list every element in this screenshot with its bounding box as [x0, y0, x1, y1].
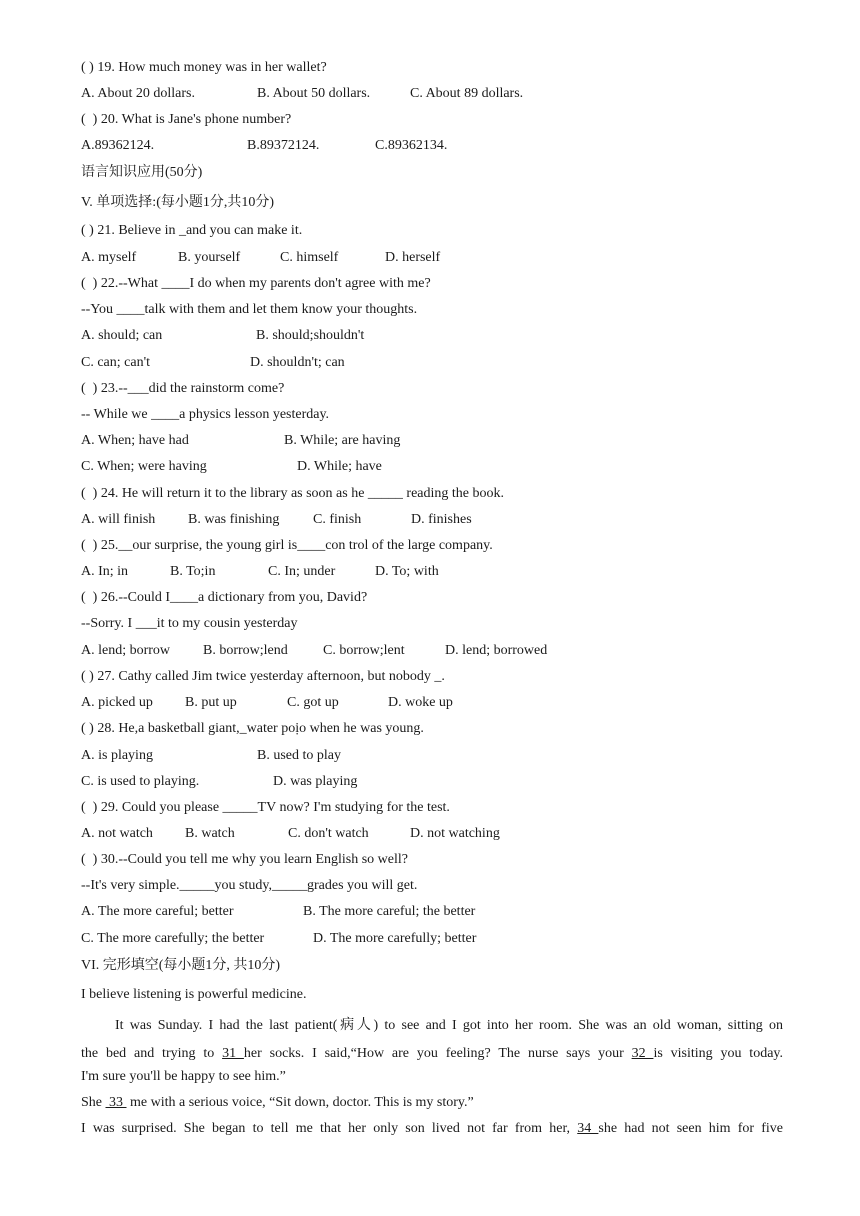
- q26-option-c: C. borrow;lent: [323, 643, 405, 658]
- cloze-text: me with a serious voice, “Sit down, doctor. This is my story.”: [126, 1095, 474, 1110]
- cloze-blank-32: 32: [631, 1046, 654, 1061]
- cloze-para1-line2: [81, 1040, 783, 1068]
- q24-option-c: C. finish: [313, 512, 362, 527]
- cloze-text: the bed and trying to: [81, 1046, 223, 1061]
- q23-option-a: A. When; have had: [81, 433, 189, 448]
- question-29-stem: ( ) 29. Could you please _____TV now? I'm studying for the test.: [81, 800, 450, 815]
- q25-option-b: B. To;in: [170, 564, 216, 579]
- question-20-stem: ( ) 20. What is Jane's phone number?: [81, 112, 292, 127]
- q27-option-d: D. woke up: [388, 695, 453, 710]
- q25-option-d: D. To; with: [375, 564, 439, 579]
- cloze-para3: [81, 1120, 783, 1138]
- cloze-para1-line3: I'm sure you'll be happy to see him.”: [81, 1069, 286, 1084]
- cloze-text: her socks. I said,“How are you feeling? The nurse says your: [243, 1046, 632, 1061]
- q23-option-c: C. When; were having: [81, 459, 207, 474]
- part-heading: 语言知识应用(50分): [81, 165, 203, 180]
- q20-option-a: A.89362124.: [81, 138, 155, 153]
- q22-option-c: C. can; can't: [81, 355, 150, 370]
- q30-option-b: B. The more careful; the better: [303, 904, 476, 919]
- q19-option-a: A. About 20 dollars.: [81, 86, 195, 101]
- cloze-blank-31: 31: [222, 1046, 244, 1061]
- cloze-text: I was surprised. She began to tell me that her only son lived not far from her,: [81, 1121, 578, 1136]
- question-21-stem: ( ) 21. Believe in _and you can make it.: [81, 223, 303, 238]
- cloze-text: is visiting you today.: [653, 1046, 783, 1061]
- question-22-stem: ( ) 22.--What ____I do when my parents don't agree with me?: [81, 276, 431, 291]
- q26-option-a: A. lend; borrow: [81, 643, 171, 658]
- question-19-stem: ( ) 19. How much money was in her wallet?: [81, 60, 327, 75]
- q23-option-d: D. While; have: [297, 459, 382, 474]
- question-26-stem: ( ) 26.--Could I____a dictionary from you, David?: [81, 590, 368, 605]
- q22-option-b: B. should;shouldn't: [256, 328, 365, 343]
- q29-option-a: A. not watch: [81, 826, 153, 841]
- q28-option-b: B. used to play: [257, 748, 341, 763]
- q27-option-a: A. picked up: [81, 695, 153, 710]
- q21-option-d: D. herself: [385, 250, 441, 265]
- q21-option-b: B. yourself: [178, 250, 241, 265]
- q26-option-b: B. borrow;lend: [203, 643, 288, 658]
- q28-option-d: D. was playing: [273, 774, 358, 789]
- q29-option-d: D. not watching: [410, 826, 500, 841]
- q30-option-a: A. The more careful; better: [81, 904, 234, 919]
- question-23-reply: -- While we ____a physics lesson yesterday.: [81, 407, 330, 422]
- question-24-stem: ( ) 24. He will return it to the library as soon as he _____ reading the book.: [81, 486, 505, 501]
- q26-option-d: D. lend; borrowed: [445, 643, 548, 658]
- q22-option-d: D. shouldn't; can: [250, 355, 345, 370]
- question-22-reply: --You ____talk with them and let them know your thoughts.: [81, 302, 418, 317]
- cloze-text: she had not seen him for five: [598, 1121, 783, 1136]
- q24-option-d: D. finishes: [411, 512, 472, 527]
- cloze-para1-line1: It was Sunday. I had the last patient(病人) to see and I got into her room. She was an old woman, sitting on: [115, 1018, 783, 1033]
- q27-option-c: C. got up: [287, 695, 339, 710]
- q22-option-a: A. should; can: [81, 328, 163, 343]
- question-28-stem: ( ) 28. He,a basketball giant,_water poịo when he was young.: [81, 721, 424, 736]
- q23-option-b: B. While; are having: [284, 433, 401, 448]
- q21-option-a: A. myself: [81, 250, 137, 265]
- cloze-para2: [81, 1094, 474, 1112]
- q30-option-d: D. The more carefully; better: [313, 931, 477, 946]
- q24-option-b: B. was finishing: [188, 512, 280, 527]
- section-5-title: V. 单项选择:(每小题1分,共10分): [81, 195, 275, 210]
- q19-option-c: C. About 89 dollars.: [410, 86, 524, 101]
- q28-option-a: A. is playing: [81, 748, 153, 763]
- question-23-stem: ( ) 23.--___did the rainstorm come?: [81, 381, 285, 396]
- cloze-intro: I believe listening is powerful medicine.: [81, 987, 307, 1002]
- q25-option-a: A. In; in: [81, 564, 129, 579]
- cloze-blank-33: 33: [105, 1095, 127, 1110]
- q19-option-b: B. About 50 dollars.: [257, 86, 371, 101]
- q30-option-c: C. The more carefully; the better: [81, 931, 265, 946]
- q29-option-b: B. watch: [185, 826, 235, 841]
- question-30-reply: --It's very simple._____you study,_____grades you will get.: [81, 878, 418, 893]
- question-30-stem: ( ) 30.--Could you tell me why you learn English so well?: [81, 852, 408, 867]
- q20-option-c: C.89362134.: [375, 138, 448, 153]
- q28-option-c: C. is used to playing.: [81, 774, 200, 789]
- q27-option-b: B. put up: [185, 695, 237, 710]
- q21-option-c: C. himself: [280, 250, 339, 265]
- q24-option-a: A. will finish: [81, 512, 156, 527]
- cloze-blank-34: 34: [577, 1121, 599, 1136]
- question-26-reply: --Sorry. I ___it to my cousin yesterday: [81, 616, 298, 631]
- q25-option-c: C. In; under: [268, 564, 336, 579]
- cloze-text: She: [81, 1095, 106, 1110]
- question-25-stem: ( ) 25.__our surprise, the young girl is____con trol of the large company.: [81, 538, 493, 553]
- section-6-title: VI. 完形填空(每小题1分, 共10分): [81, 958, 281, 973]
- q20-option-b: B.89372124.: [247, 138, 320, 153]
- question-27-stem: ( ) 27. Cathy called Jim twice yesterday afternoon, but nobody _.: [81, 669, 445, 684]
- q29-option-c: C. don't watch: [288, 826, 369, 841]
